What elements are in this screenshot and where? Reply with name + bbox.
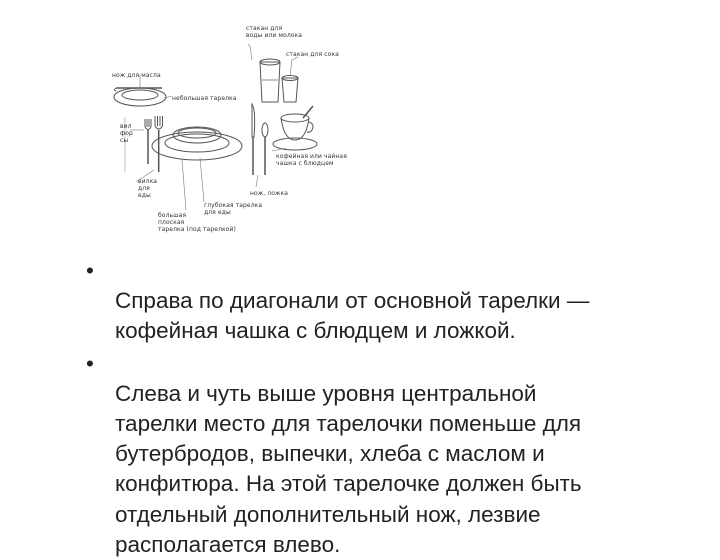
water-glass-drawing bbox=[260, 59, 280, 102]
bread-plate-drawing bbox=[114, 88, 166, 106]
label-large-plate: большая плоская тарелка (под тарелкой) bbox=[158, 212, 236, 233]
dinner-fork-drawing bbox=[155, 116, 163, 172]
label-water-glass: стакан для воды или молока bbox=[246, 25, 303, 39]
bullet-item bbox=[82, 349, 702, 560]
label-dinner-fork: вилка для еды bbox=[138, 178, 158, 199]
label-juice-glass: стакан для сока bbox=[286, 51, 339, 58]
bullet-marker: • bbox=[86, 258, 94, 283]
bullet-text: Справа по диагонали от основной тарелки — кофейная чашка с блюдцем и ложкой. bbox=[115, 288, 590, 344]
bullet-marker: • bbox=[86, 350, 94, 376]
label-cup: кофейная или чайная чашка с блюдцем bbox=[276, 153, 347, 167]
bullet-item bbox=[82, 256, 702, 347]
knife-drawing bbox=[252, 104, 255, 175]
spoon-drawing bbox=[262, 123, 268, 175]
table-setting-diagram bbox=[100, 22, 360, 242]
juice-glass-drawing bbox=[282, 76, 298, 103]
salad-fork-drawing bbox=[145, 119, 151, 164]
label-salad-fork: вил фор сы bbox=[120, 123, 133, 144]
main-plates-drawing bbox=[152, 127, 242, 160]
label-deep-plate: глубокая тарелка для еды bbox=[204, 202, 263, 216]
cup-saucer-drawing bbox=[273, 106, 317, 150]
label-knife-spoon: нож, ложка bbox=[250, 190, 289, 197]
label-butter-knife: нож для масла bbox=[112, 72, 161, 79]
label-small-plate: небольшая тарелка bbox=[172, 95, 237, 102]
bullet-list bbox=[82, 256, 702, 560]
bullet-text: Слева и чуть выше уровня центральной тарелки место для тарелочки поменьше для бутербродов, выпечки, хлеба с маслом и конфитюра. На этой тарелочке должен быть отдельный дополнительный нож, лезвие располагается влево. bbox=[115, 380, 582, 557]
